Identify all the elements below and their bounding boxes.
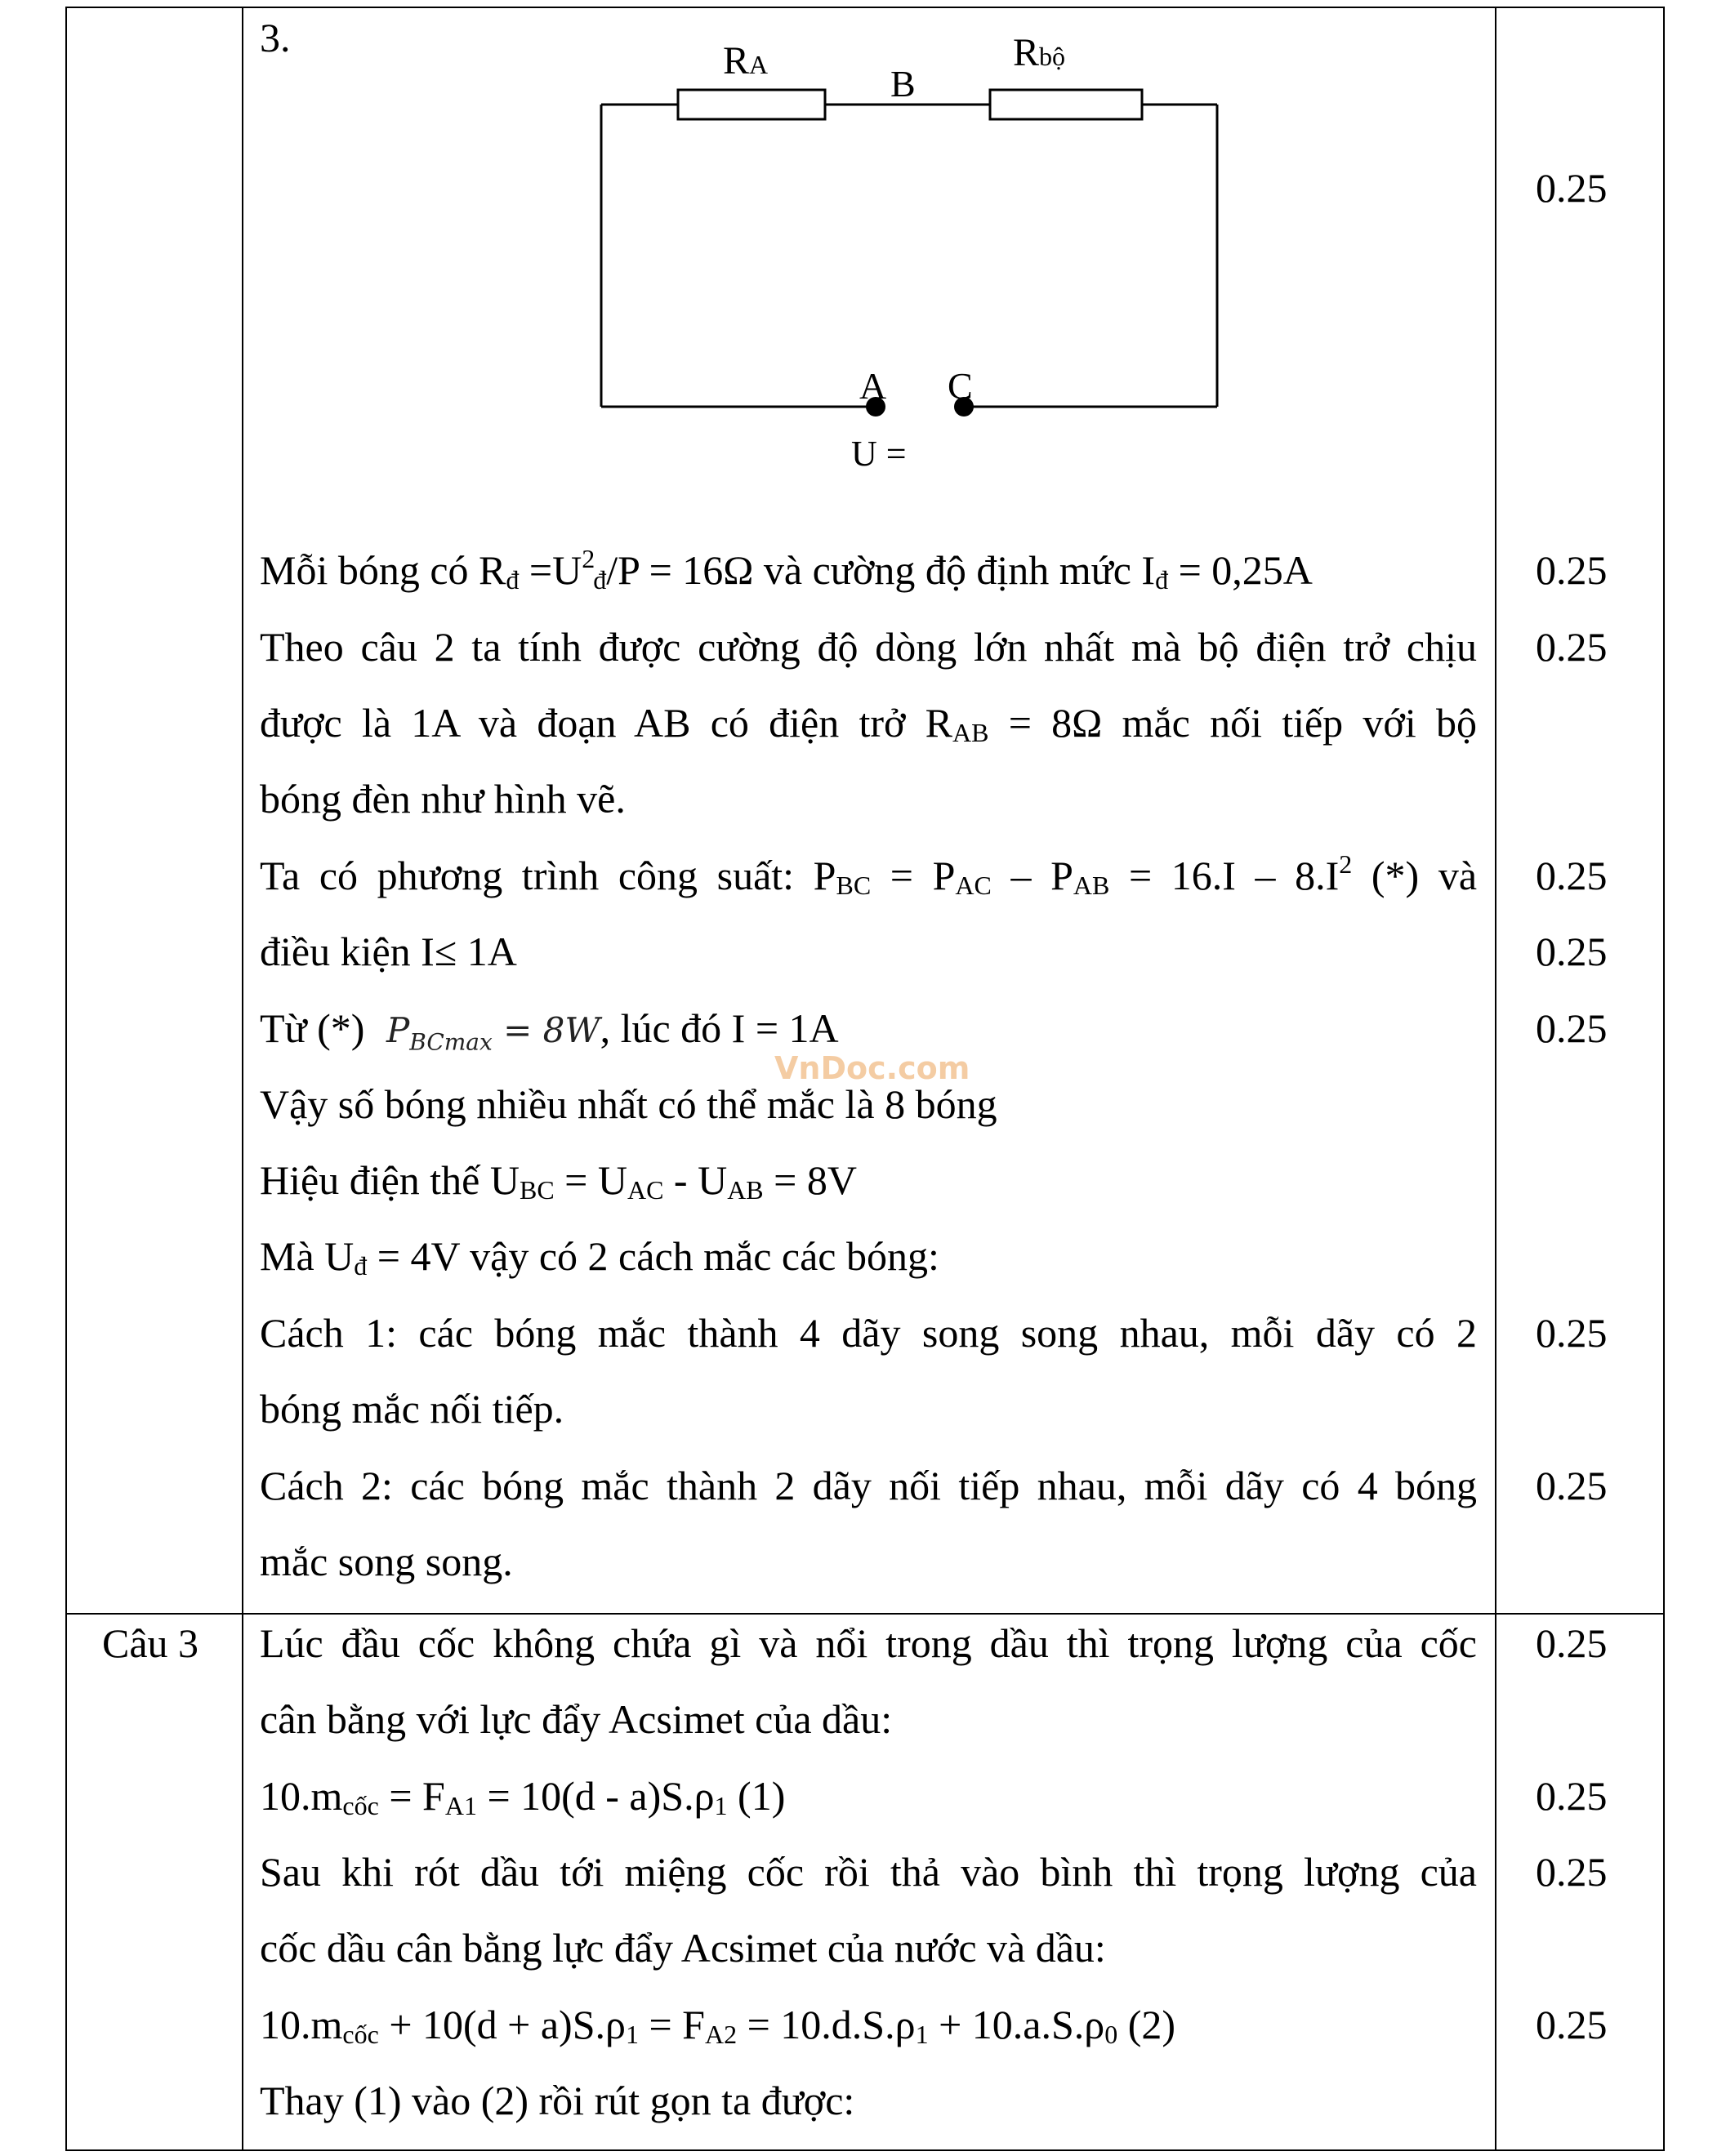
label-rbo: Rbộ xyxy=(1013,33,1066,74)
line-7: Từ (*) $P_{BCmax} = 8W$, lúc đó I = 1A xyxy=(260,1005,839,1056)
part-number: 3. xyxy=(260,15,291,60)
label-u: U = xyxy=(851,434,907,474)
line-9: Hiệu điện thế $U_{BC} = U_{AC} - U_{AB} = 8V$ xyxy=(260,1157,857,1205)
line-14: mắc song song. xyxy=(260,1539,513,1584)
line-18: Sau khi rót dầu tới miệng cốc rồi thả vào bình thì trọng lượng của xyxy=(260,1849,1477,1895)
line-19: cốc dầu cân bằng lực đẩy Acsimet của nước và dầu: xyxy=(260,1925,1106,1971)
resistor-ra xyxy=(678,90,825,119)
score-figure: 0.25 xyxy=(1536,165,1608,211)
line-15: Lúc đầu cốc không chứa gì và nổi trong dầu thì trọng lượng của cốc xyxy=(260,1620,1477,1666)
line-1: Mỗi bóng có $R_đ =U^2_đ/P = 16\Omega$ và cường độ định mức $I_đ = 0,25A$ xyxy=(260,544,1313,595)
line-13: Cách 2: các bóng mắc thành 2 dãy nối tiếp nhau, mỗi dãy có 4 bóng xyxy=(260,1463,1477,1508)
line-2: Theo câu 2 ta tính được cường độ dòng lớn nhất mà bộ điện trở chịu xyxy=(260,624,1477,670)
row-divider xyxy=(65,1613,1663,1615)
watermark-logo: VnDoc.com xyxy=(774,1050,970,1086)
score-line-6: 0.25 xyxy=(1536,929,1608,974)
label-ra: RA xyxy=(723,39,769,82)
score-line-13: 0.25 xyxy=(1536,1463,1608,1508)
line-16: cân bằng với lực đẩy Acsimet của dầu: xyxy=(260,1696,893,1742)
score-line-2: 0.25 xyxy=(1536,624,1608,670)
column-divider-1 xyxy=(242,7,243,2149)
line-17: $10.m_{cốc} = F_{A1} = 10(d - a)S.\rho_1$ (1) xyxy=(260,1773,786,1820)
line-11: Cách 1: các bóng mắc thành 4 dãy song song nhau, mỗi dãy có 2 xyxy=(260,1310,1477,1356)
line-5: Ta có phương trình công suất: $P_{BC} = P_{AC} - P_{AB} = 16.I - 8.I^2$ (*) và xyxy=(260,849,1478,900)
circuit-diagram xyxy=(572,33,1389,490)
question-label: Câu 3 xyxy=(102,1620,199,1666)
score-line-15: 0.25 xyxy=(1536,1620,1608,1666)
label-c: C xyxy=(948,365,973,407)
line-4: bóng đèn như hình vẽ. xyxy=(260,776,626,822)
line-6: điều kiện I≤ 1A xyxy=(260,929,517,974)
score-line-11: 0.25 xyxy=(1536,1310,1608,1356)
score-line-18: 0.25 xyxy=(1536,1849,1608,1895)
score-line-5: 0.25 xyxy=(1536,853,1608,898)
formula-pbcmax: $P_{BCmax} = 8W$ xyxy=(386,1010,600,1056)
score-line-17: 0.25 xyxy=(1536,1773,1608,1819)
label-b: B xyxy=(890,63,916,105)
score-line-20: 0.25 xyxy=(1536,2002,1608,2047)
resistor-rbo xyxy=(990,90,1142,119)
line-20: $10.m_{cốc} + 10(d + a)S.\rho_1 = F_{A2} = 10.d.S.\rho_1 + 10.a.S.\rho_0$ (2) xyxy=(260,2002,1176,2049)
line-12: bóng mắc nối tiếp. xyxy=(260,1386,564,1432)
line-10: Mà $U_đ = 4V$ vậy có 2 cách mắc các bóng: xyxy=(260,1233,939,1281)
line-3: được là 1A và đoạn AB có điện trở $R_{AB} = 8\Omega$ mắc nối tiếp với bộ xyxy=(260,700,1477,747)
label-a: A xyxy=(859,365,887,407)
score-line-1: 0.25 xyxy=(1536,547,1608,593)
line-8: Vậy số bóng nhiều nhất có thể mắc là 8 bóng xyxy=(260,1081,997,1127)
column-divider-2 xyxy=(1495,7,1496,2149)
score-line-7: 0.25 xyxy=(1536,1005,1608,1051)
line-21: Thay (1) vào (2) rồi rút gọn ta được: xyxy=(260,2078,855,2123)
